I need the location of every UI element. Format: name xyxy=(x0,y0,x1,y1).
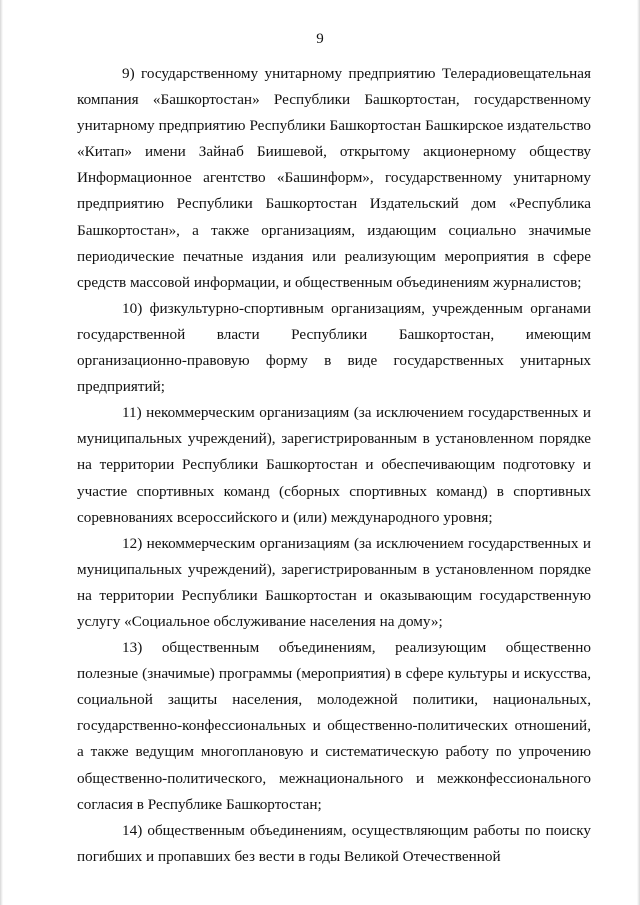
paragraph-item-9: 9) государственному унитарному предприятию Телерадиовещательная компания «Башкортостан» Республики Башкортостан, государственному унитарному предприятию Республики Башкортостан Башкирское издательство «Китап» имени Зайнаб Биишевой, открытому акционерному обществу Информационное агентство «Башинформ», государственному унитарному предприятию Республики Башкортостан Издательский дом «Республика Башкортостан», а также организациям, издающим социально значимые периодические печатные издания или реализующим мероприятия в сфере средств массовой информации, и общественным объединениям журналистов; xyxy=(77,65,591,291)
scan-edge-left xyxy=(0,0,3,905)
paragraph-item-11: 11) некоммерческим организациям (за исключением государственных и муниципальных учреждений), зарегистрированным в установленном порядке на территории Республики Башкортостан и обеспечивающим подготовку и участие спортивных команд (сборных спортивных команд) в спортивных соревнованиях всероссийского и (или) международного уровня; xyxy=(77,404,591,526)
page-number: 9 xyxy=(316,31,324,47)
document-body xyxy=(77,61,591,870)
paragraph-item-13: 13) общественным объединениям, реализующим общественно полезные (значимые) программы (мероприятия) в сфере культуры и искусства, социальной защиты населения, молодежной политики, национальных, государственно-конфессиональных и общественно-политических отношений, а также ведущим многоплановую и систематическую работу по упрочению общественно-политического, межнационального и межконфессионального согласия в Республике Башкортостан; xyxy=(77,639,591,813)
paragraph-item-12: 12) некоммерческим организациям (за исключением государственных и муниципальных учреждений), зарегистрированным в установленном порядке на территории Республики Башкортостан и оказывающим государственную услугу «Социальное обслуживание населения на дому»; xyxy=(77,534,591,630)
paragraph-item-10: 10) физкультурно-спортивным организациям, учрежденным органами государственной власти Республики Башкортостан, имеющим организационно-правовую форму в виде государственных унитарных предприятий; xyxy=(77,299,591,396)
paragraph-item-14: 14) общественным объединениям, осуществляющим работы по поиску погибших и пропавших без вести в годы Великой Отечественной xyxy=(77,821,591,865)
